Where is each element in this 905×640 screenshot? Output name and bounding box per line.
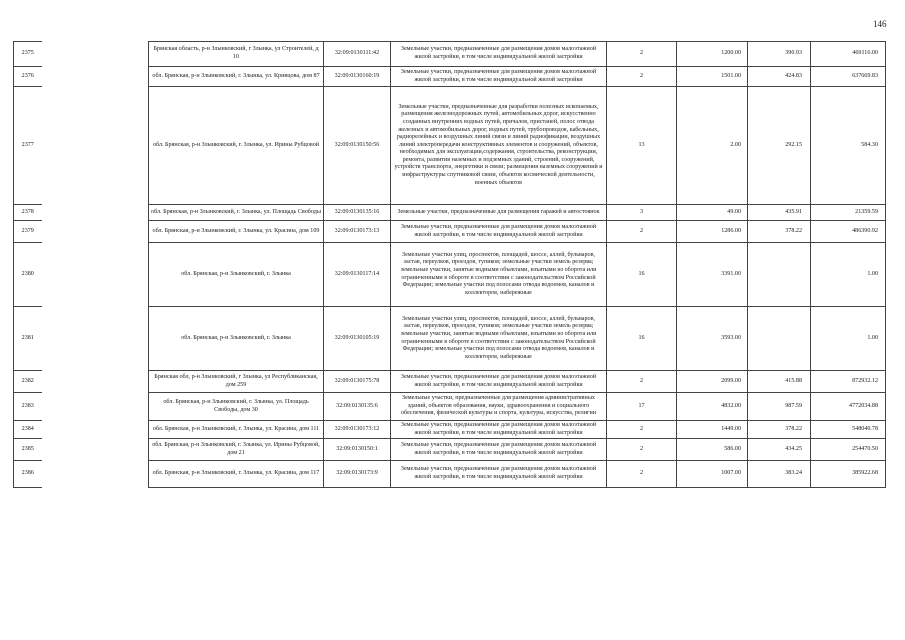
use-class-cell: 2 xyxy=(607,461,677,488)
address-cell: обл. Брянская, р-н Злынковский, г. Злынка, ул. Кривцова, дом 87 xyxy=(149,67,324,87)
land-use-cell: Земельные участки, предназначенные для размещения административных зданий, объектов образования, науки, здравоохранения и социального обеспечения, физической культуры и спорта, культуры, искусства, религии xyxy=(391,393,607,421)
area-cell: 1501.00 xyxy=(677,67,748,87)
row-gap xyxy=(42,205,149,221)
cadastral-value-cell: 637669.83 xyxy=(811,67,886,87)
cadastral-value-cell: 4772034.88 xyxy=(811,393,886,421)
specific-value-cell: 424.83 xyxy=(748,67,811,87)
cadastral-value-cell: 872932.12 xyxy=(811,371,886,393)
table-row xyxy=(14,67,886,87)
table-row xyxy=(14,205,886,221)
area-cell: 2099.00 xyxy=(677,371,748,393)
area-cell: 1200.00 xyxy=(677,42,748,67)
address-cell: обл. Брянская, р-н Злынковский, г. Злынка, ул. Красина, дом 111 xyxy=(149,421,324,439)
specific-value-cell xyxy=(748,307,811,371)
use-class-cell: 2 xyxy=(607,371,677,393)
table-row xyxy=(14,42,886,67)
row-number: 2382 xyxy=(14,371,42,393)
cadastral-number-cell: 32:09:0130135:6 xyxy=(324,393,391,421)
specific-value-cell: 987.59 xyxy=(748,393,811,421)
row-number: 2385 xyxy=(14,439,42,461)
specific-value-cell: 415.88 xyxy=(748,371,811,393)
cadastral-value-cell: 1.00 xyxy=(811,243,886,307)
use-class-cell: 17 xyxy=(607,393,677,421)
table-row xyxy=(14,87,886,205)
specific-value-cell: 378.22 xyxy=(748,421,811,439)
row-gap xyxy=(42,439,149,461)
table-row xyxy=(14,461,886,488)
land-use-cell: Земельные участки, предназначенные для размещения домов малоэтажной жилой застройки, в том числе индивидуальной жилой застройки xyxy=(391,371,607,393)
address-cell: обл. Брянская, р-н Злынковский, г. Злынка, ул. Ирины Рубцовой xyxy=(149,87,324,205)
row-gap xyxy=(42,461,149,488)
address-cell: Брянская область, р-н Злынковский, г Злынка, ул Строителей, д 10 xyxy=(149,42,324,67)
area-cell: 1007.00 xyxy=(677,461,748,488)
use-class-cell: 2 xyxy=(607,221,677,243)
land-use-cell: Земельные участки, предназначенные для размещения домов малоэтажной жилой застройки, в том числе индивидуальной жилой застройки xyxy=(391,421,607,439)
cadastral-value-cell: 548040.78 xyxy=(811,421,886,439)
use-class-cell: 2 xyxy=(607,67,677,87)
address-cell: Брянская обл, р-н Злынковский, г Злынка, ул Республиканская, дом 259 xyxy=(149,371,324,393)
land-use-cell: Земельные участки, предназначенные для размещения домов малоэтажной жилой застройки, в том числе индивидуальной жилой застройки xyxy=(391,439,607,461)
land-use-cell: Земельные участки, предназначенные для размещения домов малоэтажной жилой застройки, в том числе индивидуальной жилой застройки xyxy=(391,67,607,87)
area-cell: 3593.00 xyxy=(677,307,748,371)
table-body xyxy=(14,42,886,488)
cadastral-value-cell: 1.00 xyxy=(811,307,886,371)
cadastral-number-cell: 32:09:0130117:14 xyxy=(324,243,391,307)
cadastral-number-cell: 32:09:0130135:16 xyxy=(324,205,391,221)
row-gap xyxy=(42,87,149,205)
land-use-cell: Земельные участки улиц, проспектов, площадей, шоссе, аллей, бульваров, застав, переулков, проездов, тупиков; земельные участки земель резерва; земельные участки, занятые водными объектами, изъятыми из оборота или ограниченными в обороте в соответствии с законодательством Российской Федерации; земельные участки под полосами отвода водоемов, каналов и коллекторов, набережные xyxy=(391,307,607,371)
table-row xyxy=(14,243,886,307)
row-number: 2383 xyxy=(14,393,42,421)
land-use-cell: Земельные участки, предназначенные для размещения домов малоэтажной жилой застройки, в том числе индивидуальной жилой застройки xyxy=(391,42,607,67)
specific-value-cell: 378.22 xyxy=(748,221,811,243)
cadastral-value-cell: 254470.50 xyxy=(811,439,886,461)
table-row xyxy=(14,221,886,243)
cadastral-number-cell: 32:09:0130150:1 xyxy=(324,439,391,461)
row-number: 2379 xyxy=(14,221,42,243)
cadastral-value-cell: 385922.68 xyxy=(811,461,886,488)
use-class-cell: 16 xyxy=(607,307,677,371)
row-gap xyxy=(42,67,149,87)
cadastral-value-cell: 486390.92 xyxy=(811,221,886,243)
row-number: 2381 xyxy=(14,307,42,371)
row-gap xyxy=(42,243,149,307)
specific-value-cell: 383.24 xyxy=(748,461,811,488)
area-cell: 49.00 xyxy=(677,205,748,221)
land-use-cell: Земельные участки, предназначенные для размещения домов малоэтажной жилой застройки, в том числе индивидуальной жилой застройки xyxy=(391,461,607,488)
cadastral-value-cell: 584.30 xyxy=(811,87,886,205)
land-use-cell: Земельные участки, предназначенные для разработки полезных ископаемых, размещения железнодорожных путей, автомобильных дорог, искусственно созданных внутренних водных путей, причалов, пристаней, полос отвода железных и автомобильных дорог, водных путей, трубопроводов, кабельных, радиорелейных и воздушных линий связи и линий радиофикации, воздушных линий электропередачи конструктивных элементов и сооружений, объектов, необходимых для эксплуатации,содержания, строительства, реконструкции, ремонта, развития наземных и подземных зданий, строений, сооружений, устройств транспорта, энергетики и связи; размещения наземных сооружений и инфраструктуры спутниковой связи, объектов космической деятельности, военных объектов xyxy=(391,87,607,205)
address-cell: обл. Брянская, р-н Злынковский, г. Злынка xyxy=(149,243,324,307)
cadastral-number-cell: 32:09:0130173:13 xyxy=(324,221,391,243)
address-cell: обл. Брянская, р-н Злынковский, г. Злынка, ул. Ирины Рубцовой, дом 21 xyxy=(149,439,324,461)
address-cell: обл. Брянская, р-н Злынковский, г. Злынка, ул. Площадь Свободы xyxy=(149,205,324,221)
use-class-cell: 2 xyxy=(607,439,677,461)
cadastral-number-cell: 32:09:0130175:78 xyxy=(324,371,391,393)
address-cell: обл. Брянская, р-н Злынковский, г. Злынка, ул. Красина, дом 117 xyxy=(149,461,324,488)
row-gap xyxy=(42,307,149,371)
address-cell: обл. Брянская, р-н Злынковский, г. Злынка, ул. Красина, дом 109 xyxy=(149,221,324,243)
row-number: 2376 xyxy=(14,67,42,87)
land-use-cell: Земельные участки улиц, проспектов, площадей, шоссе, аллей, бульваров, застав, переулков, проездов, тупиков; земельные участки земель резерва; земельные участки, занятые водными объектами, изъятыми из оборота или ограниченными в обороте в соответствии с законодательством Российской Федерации; земельные участки под полосами отвода водоемов, каналов и коллекторов, набережные xyxy=(391,243,607,307)
cadastral-number-cell: 32:09:0130105:19 xyxy=(324,307,391,371)
row-gap xyxy=(42,42,149,67)
cadastral-value-table xyxy=(13,41,886,488)
row-number: 2375 xyxy=(14,42,42,67)
area-cell: 586.00 xyxy=(677,439,748,461)
page-number: 146 xyxy=(873,19,887,29)
row-gap xyxy=(42,393,149,421)
land-use-cell: Земельные участки, предназначенные для размещения домов малоэтажной жилой застройки, в том числе индивидуальной жилой застройки xyxy=(391,221,607,243)
specific-value-cell: 292.15 xyxy=(748,87,811,205)
cadastral-number-cell: 32:09:0130150:56 xyxy=(324,87,391,205)
use-class-cell: 13 xyxy=(607,87,677,205)
area-cell: 2.00 xyxy=(677,87,748,205)
row-number: 2386 xyxy=(14,461,42,488)
row-number: 2378 xyxy=(14,205,42,221)
use-class-cell: 2 xyxy=(607,42,677,67)
specific-value-cell: 434.25 xyxy=(748,439,811,461)
row-number: 2377 xyxy=(14,87,42,205)
area-cell: 3391.00 xyxy=(677,243,748,307)
cadastral-number-cell: 32:09:0130173:9 xyxy=(324,461,391,488)
specific-value-cell: 435.91 xyxy=(748,205,811,221)
cadastral-value-cell: 469116.00 xyxy=(811,42,886,67)
cadastral-number-cell: 32:09:0130111:42 xyxy=(324,42,391,67)
cadastral-number-cell: 32:09:0130173:12 xyxy=(324,421,391,439)
area-cell: 1286.00 xyxy=(677,221,748,243)
specific-value-cell xyxy=(748,243,811,307)
table-row xyxy=(14,421,886,439)
row-gap xyxy=(42,371,149,393)
land-use-cell: Земельные участки, предназначенные для размещения гаражей и автостоянок xyxy=(391,205,607,221)
cadastral-value-cell: 21359.59 xyxy=(811,205,886,221)
use-class-cell: 2 xyxy=(607,421,677,439)
table-row xyxy=(14,393,886,421)
cadastral-number-cell: 32:09:0130160:19 xyxy=(324,67,391,87)
address-cell: обл. Брянская, р-н Злынковский, г. Злынка, ул. Площадь Свободы, дом 30 xyxy=(149,393,324,421)
row-number: 2384 xyxy=(14,421,42,439)
use-class-cell: 16 xyxy=(607,243,677,307)
area-cell: 1449.00 xyxy=(677,421,748,439)
area-cell: 4832.00 xyxy=(677,393,748,421)
table-row xyxy=(14,307,886,371)
use-class-cell: 3 xyxy=(607,205,677,221)
address-cell: обл. Брянская, р-н Злынковский, г. Злынка xyxy=(149,307,324,371)
row-number: 2380 xyxy=(14,243,42,307)
specific-value-cell: 390.93 xyxy=(748,42,811,67)
table-row xyxy=(14,439,886,461)
table-row xyxy=(14,371,886,393)
row-gap xyxy=(42,221,149,243)
row-gap xyxy=(42,421,149,439)
